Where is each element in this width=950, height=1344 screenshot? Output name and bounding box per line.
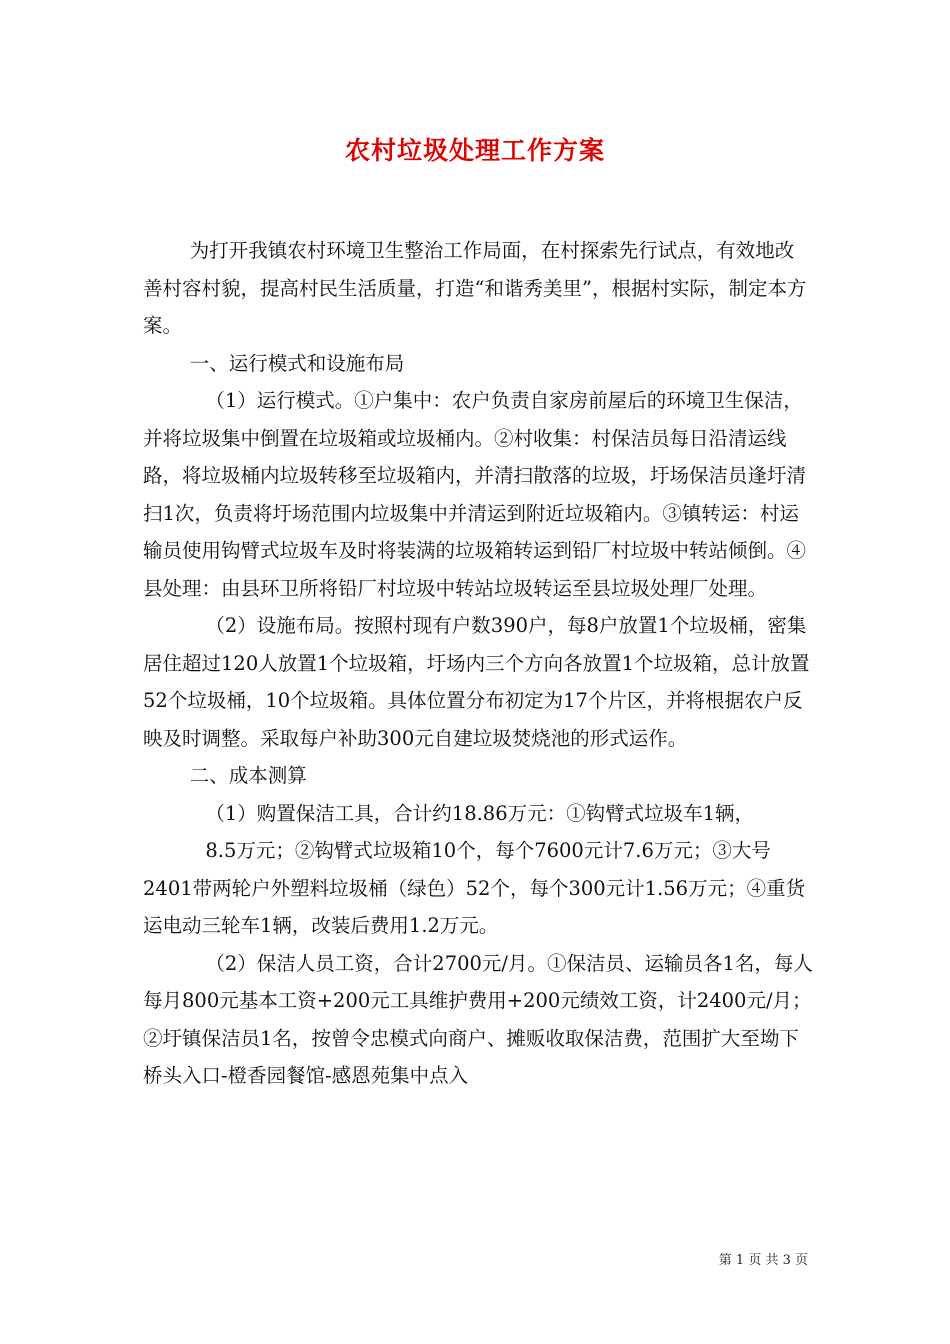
document-title: 农村垃圾处理工作方案 — [344, 136, 605, 165]
paragraph-tools-purchase: （1）购置保洁工具，合计约18.86万元：①钩臂式垃圾车1辆， — [205, 801, 755, 825]
paragraph-intro: 为打开我镇农村环境卫生整治工作局面，在村探索先行试点，有效地改善村容村貌，提高村民生活质量，打造“和谐秀美里”，根据村实际，制定本方案。 — [143, 239, 807, 337]
paragraph-tools-details: 8.5万元；②钩臂式垃圾箱10个，每个7600元计7.6万元；③大号2401带两轮户外塑料垃圾桶（绿色）52个，每个300元计1.56万元；④重货运电动三轮车1辆，改装后费用1.2万元。 — [143, 839, 806, 937]
paragraph-operation-mode: （1）运行模式。①户集中：农户负责自家房前屋后的环境卫生保洁，并将垃圾集中倒置在垃圾箱或垃圾桶内。②村收集：村保洁员每日沿清运线路，将垃圾桶内垃圾转移至垃圾箱内，并清扫散落的垃圾，圩场保洁员逢圩清扫1次，负责将圩场范围内垃圾集中并清运到附近垃圾箱内。③镇转运：村运输员使用钩臂式垃圾车及时将装满的垃圾箱转运到铅厂村垃圾中转站倾倒。④县处理：由县环卫所将铅厂村垃圾中转站垃圾转运至县垃圾处理厂处理。 — [143, 389, 807, 600]
section-heading-1: 一、运行模式和设施布局 — [189, 351, 405, 375]
paragraph-staff-wages: （2）保洁人员工资，合计2700元/月。①保洁员、运输员各1名，每人每月800元基本工资+200元工具维护费用+200元绩效工资，计2400元/月；②圩镇保洁员1名，按曾令忠模式向商户、摊贩收取保洁费，范围扩大至坳下桥头入口-橙香园餐馆-感恩苑集中点入 — [143, 951, 813, 1087]
page-number: 第 1 页 共 3 页 — [718, 1253, 808, 1268]
document-body — [143, 232, 813, 1095]
paragraph-facility-layout: （2）设施布局。按照村现有户数390户，每8户放置1个垃圾桶，密集居住超过120人放置1个垃圾箱，圩场内三个方向各放置1个垃圾箱，总计放置52个垃圾桶，10个垃圾箱。具体位置分布初定为17个片区，并将根据农户反映及时调整。采取每户补助300元自建垃圾焚烧池的形式运作。 — [143, 614, 810, 750]
section-heading-2: 二、成本测算 — [189, 764, 307, 787]
